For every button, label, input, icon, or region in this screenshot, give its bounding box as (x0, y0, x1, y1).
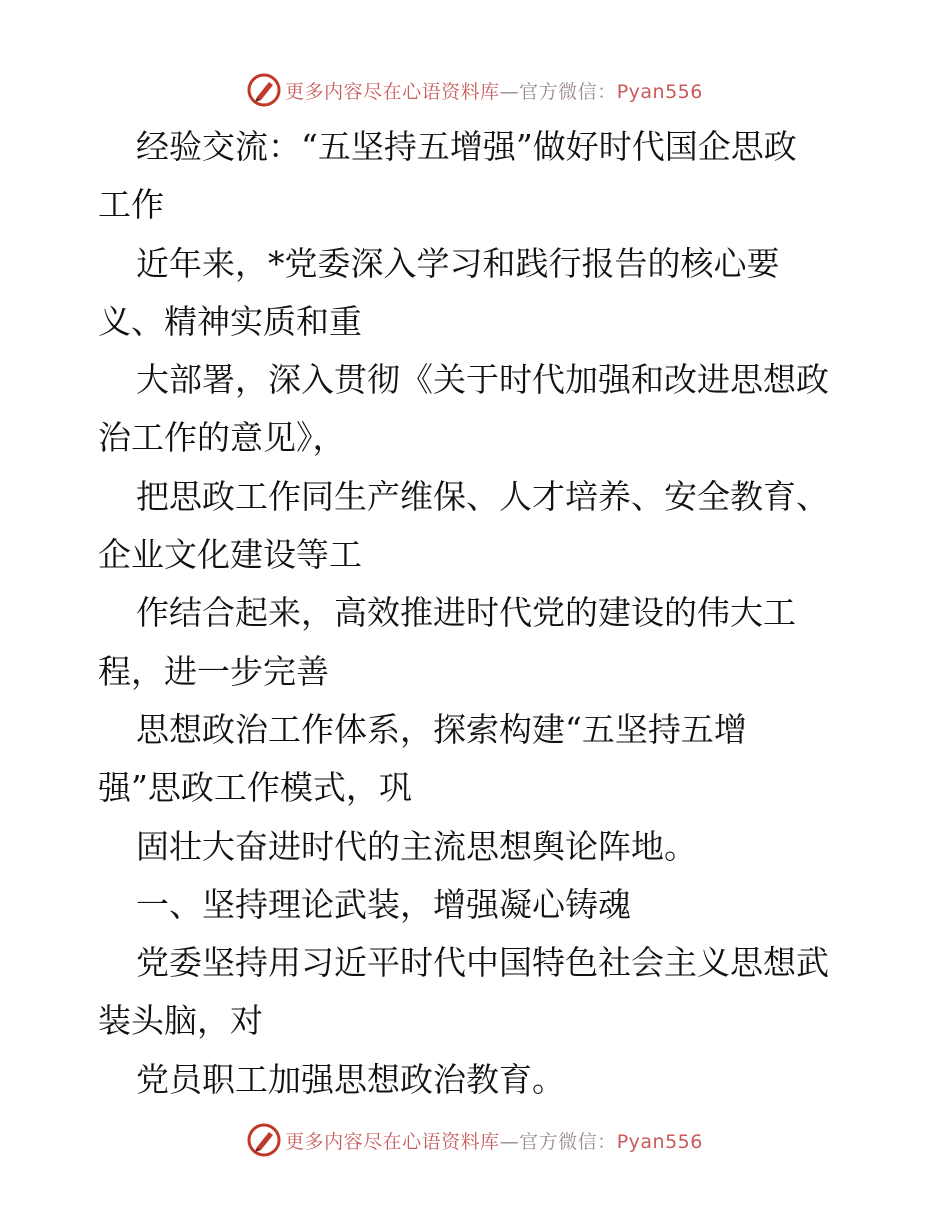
document-title: 经验交流：“五坚持五增强”做好时代国企思政 (136, 127, 797, 166)
banner-dash: — (499, 1130, 520, 1153)
document-body (98, 118, 858, 1109)
paragraph-line: 把思政工作同生产维保、人才培养、安全教育、 (136, 476, 829, 516)
section-heading: 一、坚持理论武装，增强凝心铸魂 (136, 884, 631, 924)
banner-official-text: 官方微信： (519, 1130, 617, 1153)
paragraph-line: 企业文化建设等工 (98, 535, 362, 575)
pen-logo-icon (247, 1123, 281, 1157)
paragraph-line: 强”思政工作模式，巩 (98, 768, 412, 808)
paragraph-line: 装头脑，对 (98, 1001, 263, 1041)
banner-dash: — (499, 80, 520, 103)
paragraph-line: 近年来，*党委深入学习和践行报告的核心要 (136, 243, 780, 283)
pen-logo-icon (247, 73, 281, 107)
footer-banner (0, 1120, 950, 1160)
paragraph-line: 程，进一步完善 (98, 651, 329, 691)
paragraph-line: 思想政治工作体系，探索构建“五坚持五增 (136, 709, 747, 749)
paragraph-line: 义、精神实质和重 (98, 301, 362, 341)
banner-wechat-id: Pyan556 (616, 80, 703, 103)
header-banner (0, 70, 950, 110)
paragraph-line: 治工作的意见》， (98, 418, 346, 458)
paragraph-line: 作结合起来，高效推进时代党的建设的伟大工 (136, 593, 796, 633)
banner-main-text: 更多内容尽在心语资料库 (285, 1130, 500, 1153)
document-title-cont: 工作 (98, 185, 164, 225)
paragraph-line: 大部署，深入贯彻《关于时代加强和改进思想政 (136, 360, 829, 400)
banner-wechat-id: Pyan556 (616, 1130, 703, 1153)
paragraph-line: 固壮大奋进时代的主流思想舆论阵地。 (136, 826, 697, 866)
banner-main-text: 更多内容尽在心语资料库 (285, 80, 500, 103)
paragraph-line: 党委坚持用习近平时代中国特色社会主义思想武 (136, 943, 829, 983)
banner-official-text: 官方微信： (519, 80, 617, 103)
paragraph-line: 党员职工加强思想政治教育。 (136, 1059, 565, 1099)
